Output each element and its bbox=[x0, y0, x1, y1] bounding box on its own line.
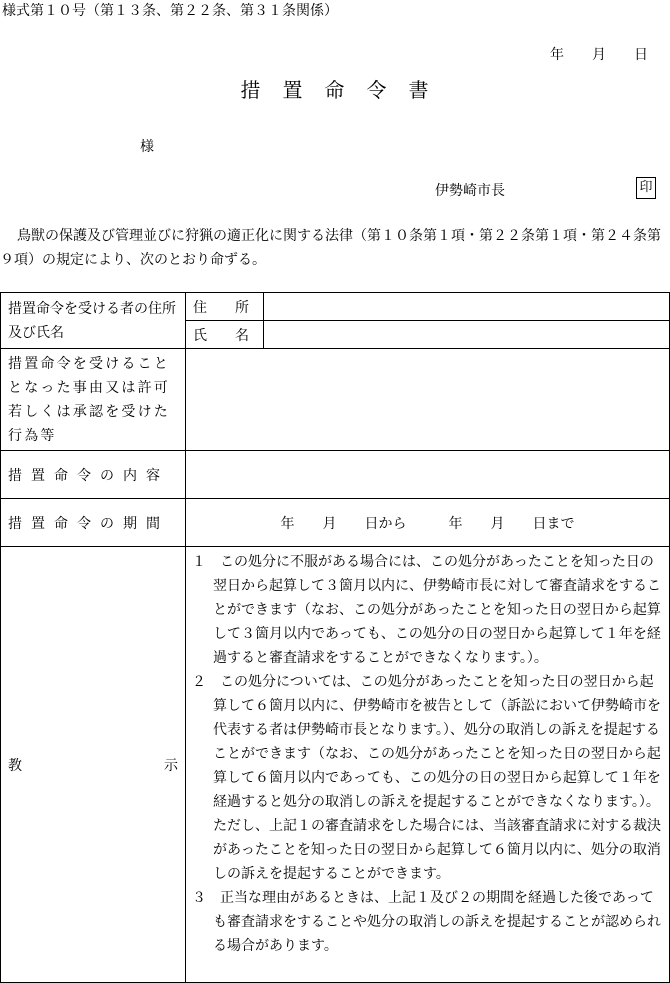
date-line: 年 月 日 bbox=[550, 47, 648, 63]
period-label: 措置命令の期間 bbox=[8, 515, 169, 532]
instruction-item-3: ３ 正当な理由があるときは、上記１及び２の期間を経過した後であっても審査請求をすることや処分の取消しの訴えを提起することが認められる場合があります。 bbox=[192, 890, 661, 954]
instruction-item-2: ２ この処分については、この処分があったことを知った日の翌日から起算して６箇月以内に、伊勢崎市を被告として（訴訟において伊勢崎市を代表する者は伊勢崎市長となります。）、処分の取消しの訴えを提起することができます（なお、この処分があったことを知った日の翌日から起算して６箇月以内であっても、この処分の日の翌日から起算して１年を経過すると処分の取消しの訴えを提起することができなくなります。）。ただし、上記１の審査請求をした場合には、当該審査請求に対する裁決があったことを知った日の翌日から起算して６箇月以内に、処分の取消しの訴えを提起することができます。 bbox=[192, 674, 661, 882]
reason-label: 措置命令を受けることとなった事由又は許可若しくは承認を受けた行為等 bbox=[8, 355, 170, 444]
addressee-honorific: 様 bbox=[140, 139, 154, 155]
name-label-cell bbox=[186, 321, 264, 349]
content-field[interactable] bbox=[186, 451, 670, 499]
content-label: 措置命令の内容 bbox=[8, 467, 169, 484]
form-number: 様式第１０号（第１３条、第２２条、第３１条関係） bbox=[2, 3, 338, 19]
order-table bbox=[0, 292, 670, 983]
period-value: 年 月 日から 年 月 日まで bbox=[280, 515, 575, 532]
instruction-label-char-2: 示 bbox=[164, 757, 178, 774]
recipient-label-cell bbox=[1, 293, 186, 349]
reason-field[interactable] bbox=[186, 349, 670, 451]
name-field[interactable] bbox=[264, 321, 670, 349]
reason-label-cell bbox=[1, 349, 186, 451]
instruction-content bbox=[186, 547, 670, 983]
instruction-item-1: １ この処分に不服がある場合には、この処分があったことを知った日の翌日から起算して３箇月以内に、伊勢崎市長に対して審査請求をすることができます（なお、この処分があったことを知った日の翌日から起算して３箇月以内であっても、この処分の日の翌日から起算して１年を経過すると審査請求をすることができなくなります。）。 bbox=[192, 554, 661, 666]
instruction-label bbox=[8, 755, 178, 775]
period-field[interactable] bbox=[186, 499, 670, 547]
issuer-name: 伊勢崎市長 bbox=[435, 183, 505, 199]
content-label-cell bbox=[1, 451, 186, 499]
name-label: 氏 名 bbox=[193, 327, 249, 344]
address-label: 住 所 bbox=[193, 299, 249, 316]
instruction-label-cell bbox=[1, 547, 186, 983]
preamble-text: 鳥獣の保護及び管理並びに狩猟の適正化に関する法律（第１０条第１項・第２２条第１項・第２４条第９項）の規定により、次のとおり命ずる。 bbox=[0, 228, 661, 268]
period-label-cell bbox=[1, 499, 186, 547]
address-field[interactable] bbox=[264, 293, 670, 321]
address-label-cell bbox=[186, 293, 264, 321]
instruction-label-char-1: 教 bbox=[8, 757, 22, 774]
document-title: 措 置 命 令 書 bbox=[240, 78, 430, 102]
recipient-label: 措置命令を受ける者の住所及び氏名 bbox=[8, 300, 176, 341]
seal-mark: 印 bbox=[636, 177, 656, 199]
